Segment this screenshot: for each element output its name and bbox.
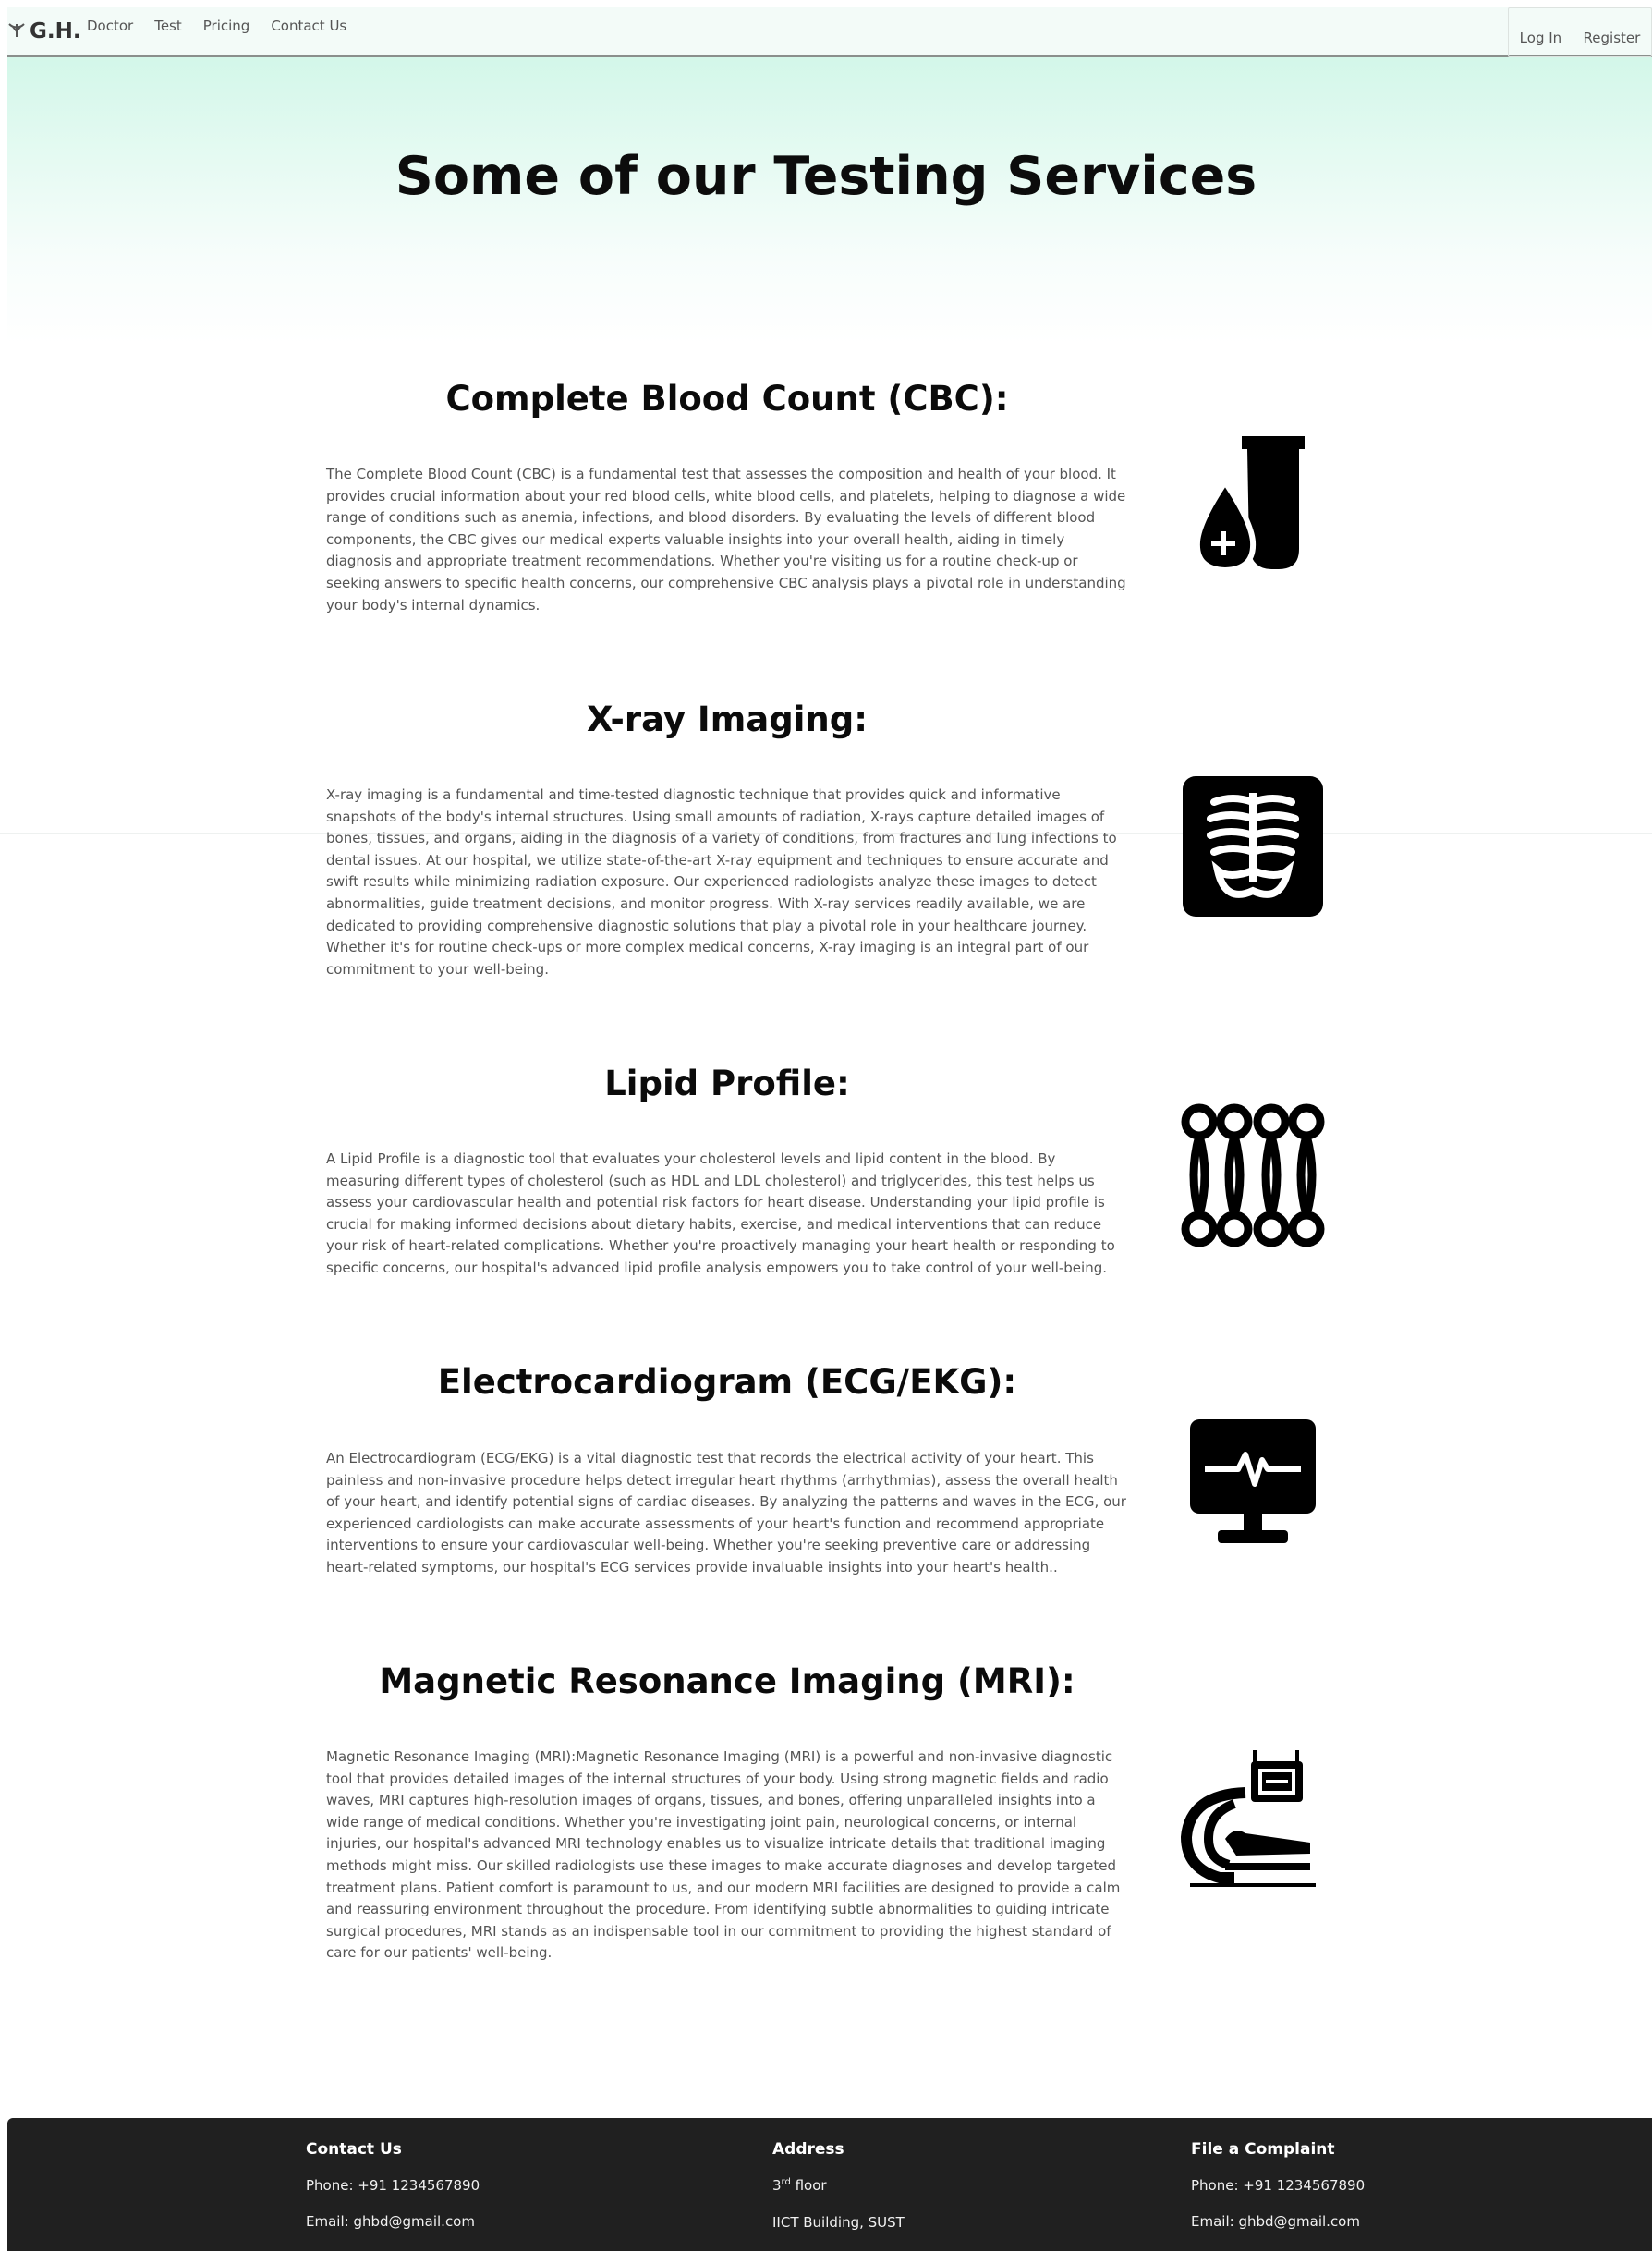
service-description: The Complete Blood Count (CBC) is a fundamental test that assesses the composition and health of your blood. It provides crucial information about your red blood cells, white blood cells, and platelets, helping to diagnose a wide range of conditions such as anemia, infections, and blood disorders. By evaluating the levels of different blood components, the CBC gives our medical experts valuable insights into your overall health, aiding in timely diagnosis and appropriate treatment recommendations. Whether you're visiting us for a routine check-up or seeking answers to specific health concerns, our comprehensive CBC analysis plays a pivotal role in understanding your body's internal dynamics. — [326, 466, 1126, 614]
nav-links — [87, 18, 368, 34]
register-link[interactable]: Register — [1583, 30, 1641, 46]
floor-number: 3 — [772, 2177, 782, 2194]
footer-contact-email[interactable]: Email: ghbd@gmail.com — [306, 2213, 475, 2230]
lipid-layer-icon — [1181, 1103, 1325, 1247]
footer-complaint-heading: File a Complaint — [1191, 2140, 1335, 2159]
service-title: Complete Blood Count (CBC): — [445, 379, 1009, 419]
floor-text: floor — [790, 2177, 827, 2194]
nav-link-test[interactable]: Test — [154, 18, 182, 34]
service-title: Magnetic Resonance Imaging (MRI): — [379, 1661, 1075, 1701]
xray-icon — [1181, 774, 1325, 919]
service-description: A Lipid Profile is a diagnostic tool that evaluates your cholesterol levels and lipid content in the blood. By measuring different types of cholesterol (such as HDL and LDL cholesterol) and triglycerides, this test helps us assess your cardiovascular health and potential risk factors for heart disease. Understanding your lipid profile is crucial for making informed decisions about dietary habits, exercise, and medical interventions that can reduce your risk of heart-related complications. Whether you're proactively managing your heart health or responding to specific concerns, our hospital's advanced lipid profile analysis empowers you to take control of your well-being. — [326, 1150, 1115, 1276]
blood-test-icon — [1181, 431, 1325, 575]
footer-address-floor — [772, 2177, 827, 2194]
mri-scanner-icon — [1181, 1746, 1325, 1891]
logo[interactable] — [7, 13, 81, 50]
service-title: Lipid Profile: — [604, 1064, 850, 1103]
floor-suffix: rd — [781, 2177, 791, 2187]
navbar — [7, 7, 1652, 57]
logo-text: G.H. — [30, 19, 81, 43]
footer-contact-phone: Phone: +91 1234567890 — [306, 2177, 480, 2194]
footer-address-building: IICT Building, SUST — [772, 2214, 905, 2231]
login-link[interactable]: Log In — [1519, 30, 1562, 46]
footer-complaint-email[interactable]: Email: ghbd@gmail.com — [1191, 2213, 1360, 2230]
service-description: Magnetic Resonance Imaging (MRI):Magnetic Resonance Imaging (MRI) is a powerful and non-invasive diagnostic tool that provides detailed images of the internal structures of your body. Using strong magnetic fields and radio waves, MRI captures high-resolution images of organs, tissues, and bones, offering unparalleled insights into a wide range of medical conditions. Whether you're investigating joint pain, neurological concerns, or internal injuries, our hospital's advanced MRI technology enables us to visualize intricate details that traditional imaging methods might miss. Our skilled radiologists use these images to make accurate diagnoses and develop targeted treatment plans. Patient comfort is paramount to us, and our modern MRI facilities are designed to provide a calm and reassuring environment throughout the procedure. From identifying subtle abnormalities to guiding intricate surgical procedures, MRI stands as an indispensable tool in our commitment to providing the highest standard of care for our patients' well-being. — [326, 1748, 1121, 1962]
footer-contact-heading: Contact Us — [306, 2140, 402, 2159]
caduceus-icon — [7, 20, 26, 43]
nav-link-contact-us[interactable]: Contact Us — [271, 18, 347, 34]
service-title: X-ray Imaging: — [586, 700, 869, 739]
footer-address-heading: Address — [772, 2140, 844, 2159]
ecg-monitor-icon — [1181, 1412, 1325, 1556]
service-title: Electrocardiogram (ECG/EKG): — [437, 1362, 1017, 1402]
auth-links — [1508, 7, 1652, 57]
nav-link-doctor[interactable]: Doctor — [87, 18, 134, 34]
footer-complaint-phone: Phone: +91 1234567890 — [1191, 2177, 1366, 2194]
page-title: Some of our Testing Services — [395, 146, 1257, 207]
nav-link-pricing[interactable]: Pricing — [202, 18, 250, 34]
footer — [7, 2118, 1652, 2251]
service-description: An Electrocardiogram (ECG/EKG) is a vital diagnostic test that records the electrical activity of your heart. This painless and non-invasive procedure helps detect irregular heart rhythms (arrhythmias), assess the overall health of your heart, and identify potential signs of cardiac diseases. By analyzing the patterns and waves in the ECG, our experienced cardiologists can make accurate assessments of your heart's function and recommend appropriate interventions to ensure your cardiovascular well-being. Whether you're seeking preventive care or addressing heart-related symptoms, our hospital's ECG services provide invaluable insights into your heart's health.. — [326, 1450, 1126, 1576]
service-description: X-ray imaging is a fundamental and time-tested diagnostic technique that provides quick and informative snapshots of the body's internal structures. Using small amounts of radiation, X-rays capture detailed images of bones, tissues, and organs, aiding in the diagnosis of a variety of conditions, from fractures and lung infections to dental issues. At our hospital, we utilize state-of-the-art X-ray equipment and techniques to ensure accurate and swift results while minimizing radiation exposure. Our experienced radiologists analyze these images to detect abnormalities, guide treatment decisions, and monitor progress. With X-ray services readily available, we are dedicated to providing comprehensive diagnostic solutions that play a pivotal role in your healthcare journey. Whether it's for routine check-ups or more complex medical concerns, X-ray imaging is an integral part of our commitment to your well-being. — [326, 786, 1117, 978]
